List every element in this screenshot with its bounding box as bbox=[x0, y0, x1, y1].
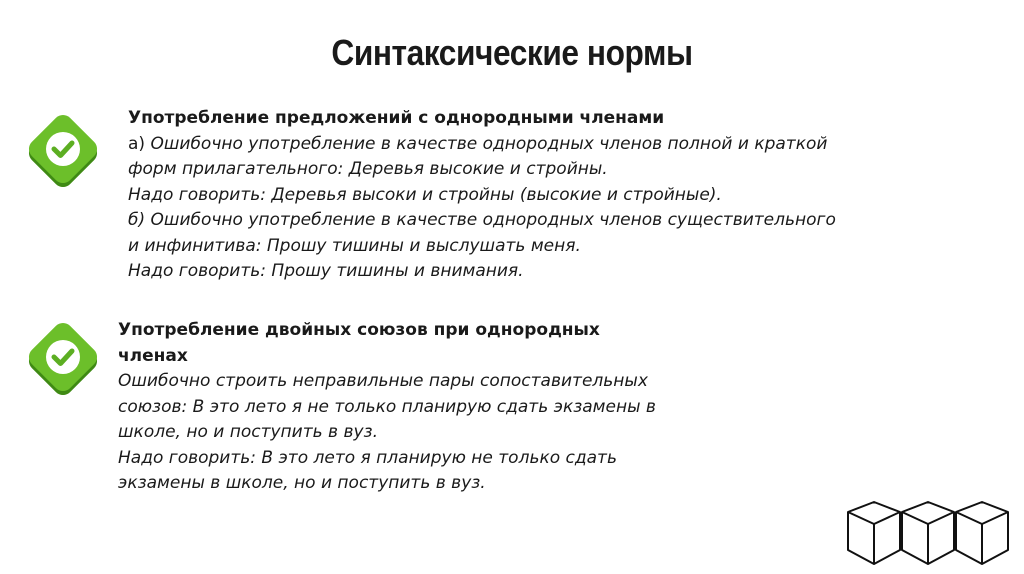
slide-title: Синтаксические нормы bbox=[331, 32, 693, 73]
section-double-conjunctions bbox=[118, 318, 718, 497]
item-marker: а) bbox=[128, 133, 146, 154]
text-line: Надо говорить: В это лето я планирую не только сдать bbox=[118, 447, 617, 468]
text-line: форм прилагательного: Деревья высокие и стройны. bbox=[128, 159, 608, 179]
section-homogeneous-members bbox=[128, 106, 928, 285]
text-line: и инфинитива: Прошу тишины и выслушать меня. bbox=[128, 235, 581, 256]
checkmark-icon bbox=[22, 110, 104, 192]
text-line: школе, но и поступить в вуз. bbox=[118, 422, 378, 442]
checkmark-icon bbox=[22, 318, 104, 400]
section-heading: Употребление предложений с однородными членами bbox=[128, 108, 665, 128]
text-line: Ошибочно строить неправильные пары сопоставительных bbox=[118, 371, 648, 391]
section-heading: членах bbox=[118, 345, 188, 366]
text-line: союзов: В это лето я не только планирую сдать экзамены в bbox=[118, 396, 656, 417]
section-heading: Употребление двойных союзов при однородных bbox=[118, 320, 600, 340]
cubes-logo-icon bbox=[846, 500, 1016, 570]
text-line: б) Ошибочно употребление в качестве однородных членов существительного bbox=[128, 210, 836, 230]
text-line: Надо говорить: Прошу тишины и внимания. bbox=[128, 261, 524, 281]
text-line: Надо говорить: Деревья высоки и стройны (высокие и стройные). bbox=[128, 184, 722, 205]
text-line bbox=[128, 132, 928, 158]
text-line: экзамены в школе, но и поступить в вуз. bbox=[118, 473, 486, 493]
text-line: Ошибочно употребление в качестве однородных членов полной и краткой bbox=[145, 133, 828, 154]
